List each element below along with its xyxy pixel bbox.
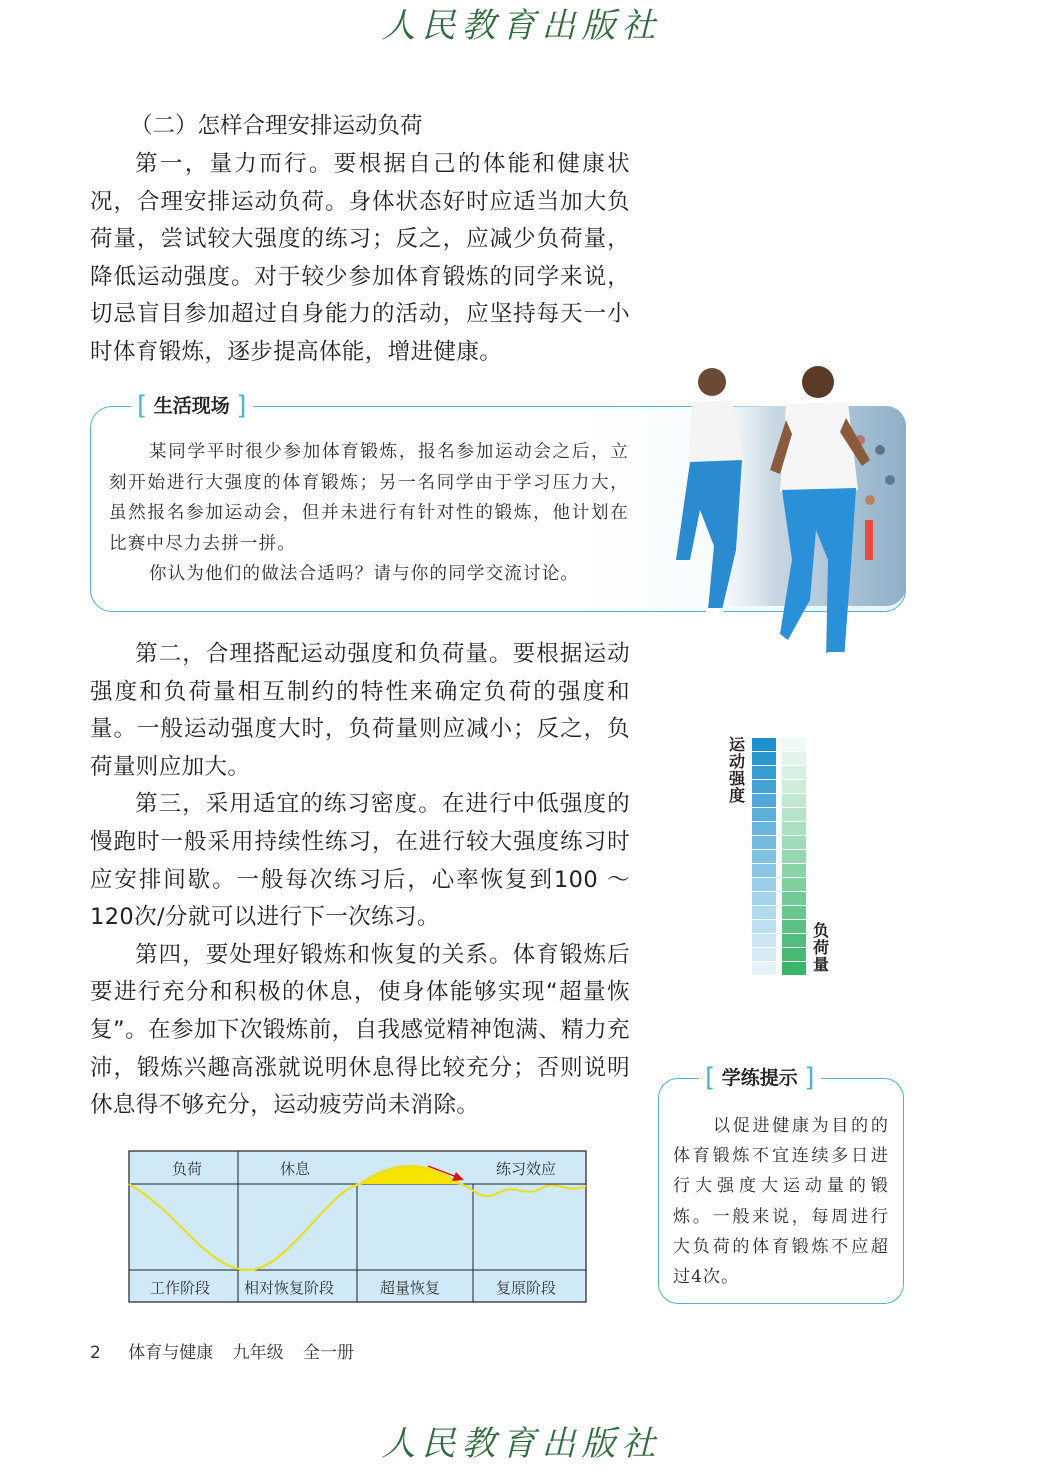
load-label: 负荷量: [812, 921, 829, 974]
intensity-block: [752, 850, 776, 863]
life-scene-paragraph-2: 你认为他们的做法合适吗？请与你的同学交流讨论。: [149, 564, 580, 584]
label-training-effect: 练习效应: [496, 1160, 557, 1178]
intensity-block: [752, 738, 776, 751]
paragraph-block-1: [90, 146, 630, 372]
section-title: （二）怎样合理安排运动负荷: [130, 113, 423, 139]
load-block: [782, 780, 806, 793]
paragraph-block-2: [90, 636, 630, 1125]
intensity-block: [752, 948, 776, 961]
intensity-block: [752, 878, 776, 891]
volume: 全一册: [303, 1343, 355, 1363]
book-title: 体育与健康: [128, 1343, 214, 1363]
label-load: 负荷: [172, 1160, 203, 1178]
practice-tip-box: [658, 1063, 904, 1304]
intensity-block: [752, 934, 776, 947]
intensity-block: [752, 920, 776, 933]
load-block: [782, 794, 806, 807]
life-scene-label: [ 生活现场 ]: [131, 391, 253, 421]
label-work-phase: 工作阶段: [150, 1279, 211, 1297]
load-block: [782, 892, 806, 905]
grade: 九年级: [232, 1343, 284, 1363]
load-block: [782, 962, 806, 975]
intensity-block: [752, 864, 776, 877]
page-footer: [90, 1340, 368, 1366]
load-block: [782, 948, 806, 961]
intensity-block: [752, 822, 776, 835]
label-restoration-phase: 复原阶段: [496, 1279, 557, 1297]
load-block: [782, 934, 806, 947]
load-block: [782, 850, 806, 863]
publisher-logo-top: 人民教育出版社: [381, 6, 662, 46]
load-block: [782, 920, 806, 933]
intensity-block: [752, 836, 776, 849]
intensity-block: [752, 780, 776, 793]
meter-graphic: [724, 732, 844, 982]
page-number: 2: [90, 1343, 101, 1363]
load-block: [782, 906, 806, 919]
life-scene-text: [109, 437, 629, 590]
intensity-label: 运动强度: [728, 735, 745, 805]
load-block: [782, 878, 806, 891]
intensity-block: [752, 892, 776, 905]
intensity-block: [752, 962, 776, 975]
practice-tip-text: 以促进健康为目的的体育锻炼不宜连续多日进行大强度大运动量的锻炼。一般来说，每周进行大负荷的体育锻炼不应超过4次。: [673, 1116, 889, 1288]
intensity-block: [752, 766, 776, 779]
load-block: [782, 752, 806, 765]
load-block: [782, 822, 806, 835]
publisher-logo-bottom: 人民教育出版社: [381, 1424, 662, 1464]
load-block: [782, 738, 806, 751]
paragraph-4: 第四，要处理好锻炼和恢复的关系。体育锻炼后要进行充分和积极的休息，使身体能够实现“超量恢复”。在参加下次锻炼前，自我感觉精神饱满、精力充沛，锻炼兴趣高涨就说明休息得比较充分；否则说明休息得不够充分，运动疲劳尚未消除。: [90, 941, 630, 1119]
running-students-photo: [640, 360, 906, 666]
intensity-block: [752, 794, 776, 807]
load-block: [782, 766, 806, 779]
intensity-block: [752, 752, 776, 765]
practice-tip-label: [ 学练提示 ]: [699, 1063, 821, 1093]
supercompensation-diagram: [128, 1150, 588, 1304]
load-block: [782, 836, 806, 849]
label-supercompensation: 超量恢复: [380, 1279, 441, 1297]
load-block: [782, 808, 806, 821]
load-block: [782, 864, 806, 877]
intensity-block: [752, 808, 776, 821]
intensity-block: [752, 906, 776, 919]
paragraph-2: 第二，合理搭配运动强度和负荷量。要根据运动强度和负荷量相互制约的特性来确定负荷的强度和量。一般运动强度大时，负荷量则应减小；反之，负荷量则应加大。: [90, 641, 630, 780]
intensity-load-meter: [724, 732, 844, 982]
paragraph-1: 第一，量力而行。要根据自己的体能和健康状况，合理安排运动负荷。身体状态好时应适当加大负荷量，尝试较大强度的练习；反之，应减少负荷量，降低运动强度。对于较少参加体育锻炼的同学来说，切忌盲目参加超过自身能力的活动，应坚持每天一小时体育锻炼，逐步提高体能，增进健康。: [90, 151, 630, 365]
paragraph-3: 第三，采用适宜的练习密度。在进行中低强度的慢跑时一般采用持续性练习，在进行较大强度练习时应安排间歇。一般每次练习后，心率恢复到100 ～ 120次/分就可以进行下一次练习。: [90, 791, 630, 931]
label-relative-recovery: 相对恢复阶段: [244, 1279, 335, 1297]
life-scene-paragraph-1: 某同学平时很少参加体育锻炼，报名参加运动会之后，立刻开始进行大强度的体育锻炼；另一名同学由于学习压力大，虽然报名参加运动会，但并未进行有针对性的锻炼，他计划在比赛中尽力去拼一拼。: [109, 442, 629, 554]
label-rest: 休息: [280, 1160, 311, 1178]
